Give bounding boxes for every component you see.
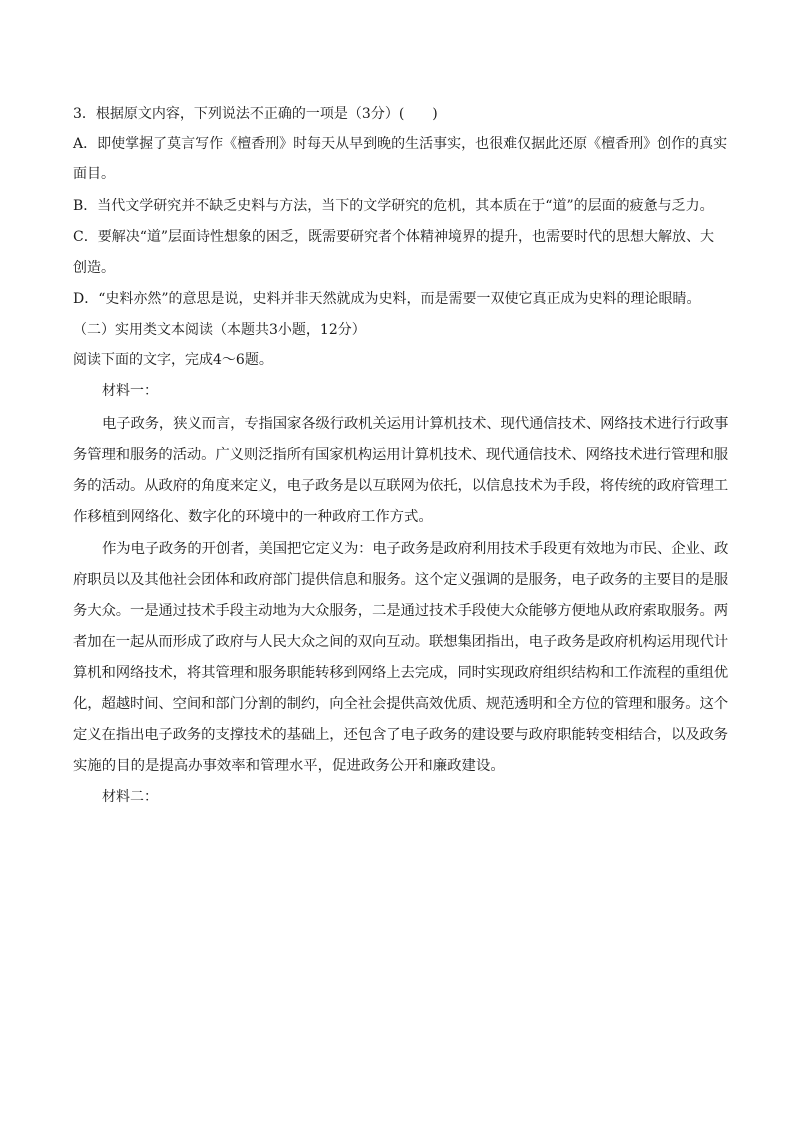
option-b: B．当代文学研究并不缺乏史料与方法，当下的文学研究的危机，其本质在于“道”的层面的疲惫与乏力。 [73, 198, 714, 214]
section-2-heading: （二）实用类文本阅读（本题共3小题，12分） [73, 322, 366, 338]
section-2-instruction: 阅读下面的文字，完成4～6题。 [73, 352, 273, 368]
material-1-para-2-line: 化，超越时间、空间和部门分割的制约，向全社会提供高效优质、规范透明和全方位的管理和服务。这个 [73, 696, 728, 712]
material-1-para-2-line: 算机和网络技术，将其管理和服务职能转移到网络上去完成，同时实现政府组织结构和工作流程的重组优 [73, 665, 728, 681]
material-1-para-2-line: 作为电子政务的开创者，美国把它定义为：电子政务是政府利用技术手段更有效地为市民、企业、政 [102, 541, 729, 557]
question-3-stem: 3．根据原文内容，下列说法不正确的一项是（3分）( ) [73, 106, 438, 122]
material-1-label: 材料一： [102, 383, 158, 399]
material-1-para-1-line: 务管理和服务的活动。广义则泛指所有国家机构运用计算机技术、现代通信技术、网络技术进行管理和服 [73, 447, 728, 463]
option-c-line-2: 创造。 [73, 260, 115, 276]
option-c-line-1: C．要解决“道”层面诗性想象的困乏，既需要研究者个体精神境界的提升，也需要时代的思想大解放、大 [73, 229, 715, 245]
material-1-para-2-line: 者加在一起从而形成了政府与人民大众之间的双向互动。联想集团指出，电子政务是政府机构运用现代计 [73, 634, 728, 650]
material-2-label: 材料二： [102, 789, 158, 805]
material-1-para-1-line: 电子政务，狭义而言，专指国家各级行政机关运用计算机技术、现代通信技术、网络技术进行行政事 [102, 416, 729, 432]
material-1-para-1-line: 务的活动。从政府的角度来定义，电子政务是以互联网为依托，以信息技术为手段，将传统的政府管理工 [73, 478, 728, 494]
option-a-line-1: A．即使掌握了莫言写作《檀香刑》时每天从早到晚的生活事实，也很难仅据此还原《檀香刑》创作的真实 [73, 136, 728, 152]
material-1-para-2-line: 务大众。一是通过技术手段主动地为大众服务，二是通过技术手段使大众能够方便地从政府索取服务。两 [73, 603, 728, 619]
option-a-line-2: 面目。 [73, 166, 115, 182]
material-1-para-2-line: 府职员以及其他社会团体和政府部门提供信息和服务。这个定义强调的是服务，电子政务的主要目的是服 [73, 572, 728, 588]
material-1-para-2-line: 定义在指出电子政务的支撑技术的基础上，还包含了电子政务的建设要与政府职能转变相结合，以及政务 [73, 727, 728, 743]
option-d: D．“史料亦然”的意思是说，史料并非天然就成为史料，而是需要一双使它真正成为史料的理论眼睛。 [73, 291, 701, 307]
material-1-para-2-line: 实施的目的是提高办事效率和管理水平，促进政务公开和廉政建设。 [73, 758, 505, 774]
material-1-para-1-line: 作移植到网络化、数字化的环境中的一种政府工作方式。 [73, 509, 433, 525]
